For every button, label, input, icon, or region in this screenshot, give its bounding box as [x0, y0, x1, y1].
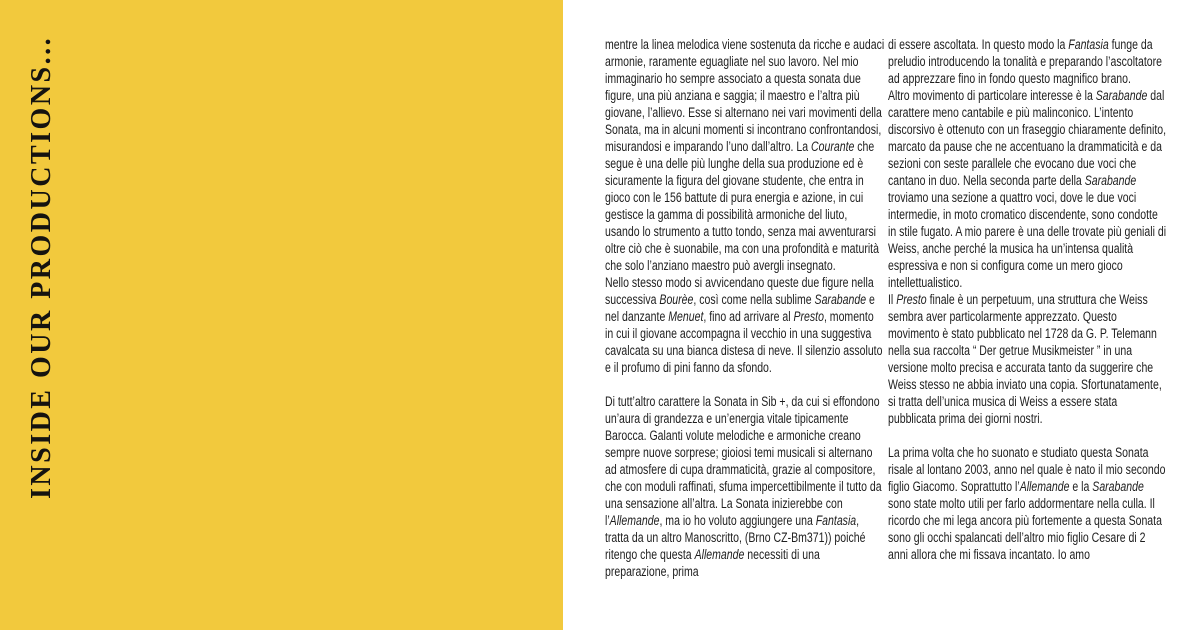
- italic-text-segment: Sarabande: [1084, 173, 1137, 188]
- text-segment: finale è un perpetuum, una struttura che Weiss sembra aver particolarmente apprezzato. Questo movimento è stato pubblicato nel 1728 da G. P. Telemann nella sua raccolta “ Der getrue Musikmeister ” in una versione molto precisa e accurata tanto da suggerire che Weiss stesso ne abbia inviato una copia. Sfortunatamente, si tratta dell’unica musica di Weiss a essere stata pubblicata prima dei giorni nostri.: [888, 292, 1162, 426]
- text-segment: e nel danzante: [605, 292, 875, 324]
- text-segment: , fino ad arrivare al: [703, 309, 794, 324]
- italic-text-segment: Allemande: [1019, 479, 1070, 494]
- paragraph: [888, 36, 1167, 87]
- article-column-right: [888, 36, 1167, 563]
- italic-text-segment: Allemande: [694, 547, 745, 562]
- italic-text-segment: Presto: [896, 292, 927, 307]
- text-segment: La prima volta che ho suonato e studiato questa Sonata risale al lontano 2003, anno nel quale è nato il mio secondo figlio Giacomo. Soprattutto l’: [888, 445, 1166, 494]
- text-segment: Di tutt’altro carattere la Sonata in Sib +, da cui si effondono un’aura di grandezza e un’energia vitale tipicamente Barocca. Galanti volute melodiche e armoniche creano sempre nuove sorprese; gioiosi temi musicali si alternano ad atmosfere di cupa drammaticità, grazie al compositore, che con moduli raffinati, sfuma impercettibilmente il tutto da una sensazione all’altra. La Sonata inizierebbe con l’: [605, 394, 882, 528]
- italic-text-segment: Sarabande: [1095, 88, 1148, 103]
- text-segment: e la: [1069, 479, 1093, 494]
- yellow-cover-panel: [0, 0, 563, 630]
- italic-text-segment: Fantasia: [1068, 37, 1109, 52]
- page-title: INSIDE OUR PRODUCTIONS...: [26, 35, 57, 499]
- text-segment: Nello stesso modo si avvicendano queste due figure nella successiva: [605, 275, 874, 307]
- italic-text-segment: Sarabande: [814, 292, 867, 307]
- italic-text-segment: Courante: [811, 139, 855, 154]
- italic-text-segment: Menuet: [668, 309, 704, 324]
- italic-text-segment: Sarabande: [1092, 479, 1144, 494]
- italic-text-segment: Presto: [793, 309, 824, 324]
- text-segment: funge da preludio introducendo la tonalità e preparando l’ascoltatore ad apprezzare fino in fondo questo magnifico brano.: [888, 37, 1162, 86]
- text-segment: , ma io ho voluto aggiungere una: [659, 513, 816, 528]
- text-segment: , tratta da un altro Manoscritto, (Brno CZ-Bm371)) poiché ritengo che questa: [605, 513, 866, 562]
- text-segment: , così come nella sublime: [693, 292, 815, 307]
- italic-text-segment: Fantasia: [815, 513, 857, 528]
- paragraph: [605, 274, 884, 376]
- paragraph: [605, 393, 884, 580]
- article-column-left: [605, 36, 884, 580]
- paragraph: [888, 444, 1167, 563]
- paragraph: [605, 36, 884, 274]
- text-segment: , momento in cui il giovane accompagna il vecchio in una suggestiva cavalcata su una bianca distesa di neve. Il silenzio assoluto e il profumo di pini fanno da sfondo.: [605, 309, 883, 375]
- text-segment: sono state molto utili per farlo addormentare nella culla. Il ricordo che mi lega ancora più fortemente a questa Sonata sono gli occhi spalancati dell’altro mio figlio Cesare di 2 anni allora che mi fissava incantato. Io amo: [888, 496, 1162, 562]
- text-segment: di essere ascoltata. In questo modo la: [888, 37, 1069, 52]
- text-segment: mentre la linea melodica viene sostenuta da ricche e audaci armonie, raramente eguagliate nel suo lavoro. Nel mio immaginario ho sempre associato a questa sonata due figure, una più anziana e saggia; il maestro e l’altra più giovane, l’allievo. Esse si alternano nei vari movimenti della Sonata, ma in alcuni momenti si incontrano confrontandosi, misurandosi e imparando l’uno dall’altro. La: [605, 37, 885, 154]
- text-segment: dal carattere meno cantabile e più malinconico. L’intento discorsivo è ottenuto con un fraseggio chiaramente definito, marcato da pause che ne accentuano la drammaticità e da sezioni con seste parallele che evocano due voci che cantano in duo. Nella seconda parte della: [888, 88, 1167, 188]
- italic-text-segment: Bourèe: [659, 292, 694, 307]
- text-segment: necessiti di una preparazione, prima: [605, 547, 820, 579]
- text-segment: che segue è una delle più lunghe della sua produzione ed è sicuramente la figura del giovane studente, che entra in gioco con le 156 battute di pura energia e azione, in cui gestisce la gamma di possibilità armoniche del liuto, usando lo strumento a tutto tondo, senza mai avventurarsi oltre ciò che è suonabile, ma con una profondità e maturità che solo l’anziano maestro può avergli insegnato.: [605, 139, 879, 273]
- text-segment: Il: [888, 292, 897, 307]
- italic-text-segment: Allemande: [609, 513, 660, 528]
- paragraph: [888, 87, 1167, 291]
- text-segment: Altro movimento di particolare interesse è la: [888, 88, 1096, 103]
- text-segment: troviamo una sezione a quattro voci, dove le due voci intermedie, in moto cromatico discendente, sono condotte in stile fugato. A mio parere è una delle trovate più geniali di Weiss, anche perché la musica ha un’intensa qualità espressiva e non si configura come un mero gioco intellettualistico.: [888, 190, 1167, 290]
- paragraph: [888, 291, 1167, 427]
